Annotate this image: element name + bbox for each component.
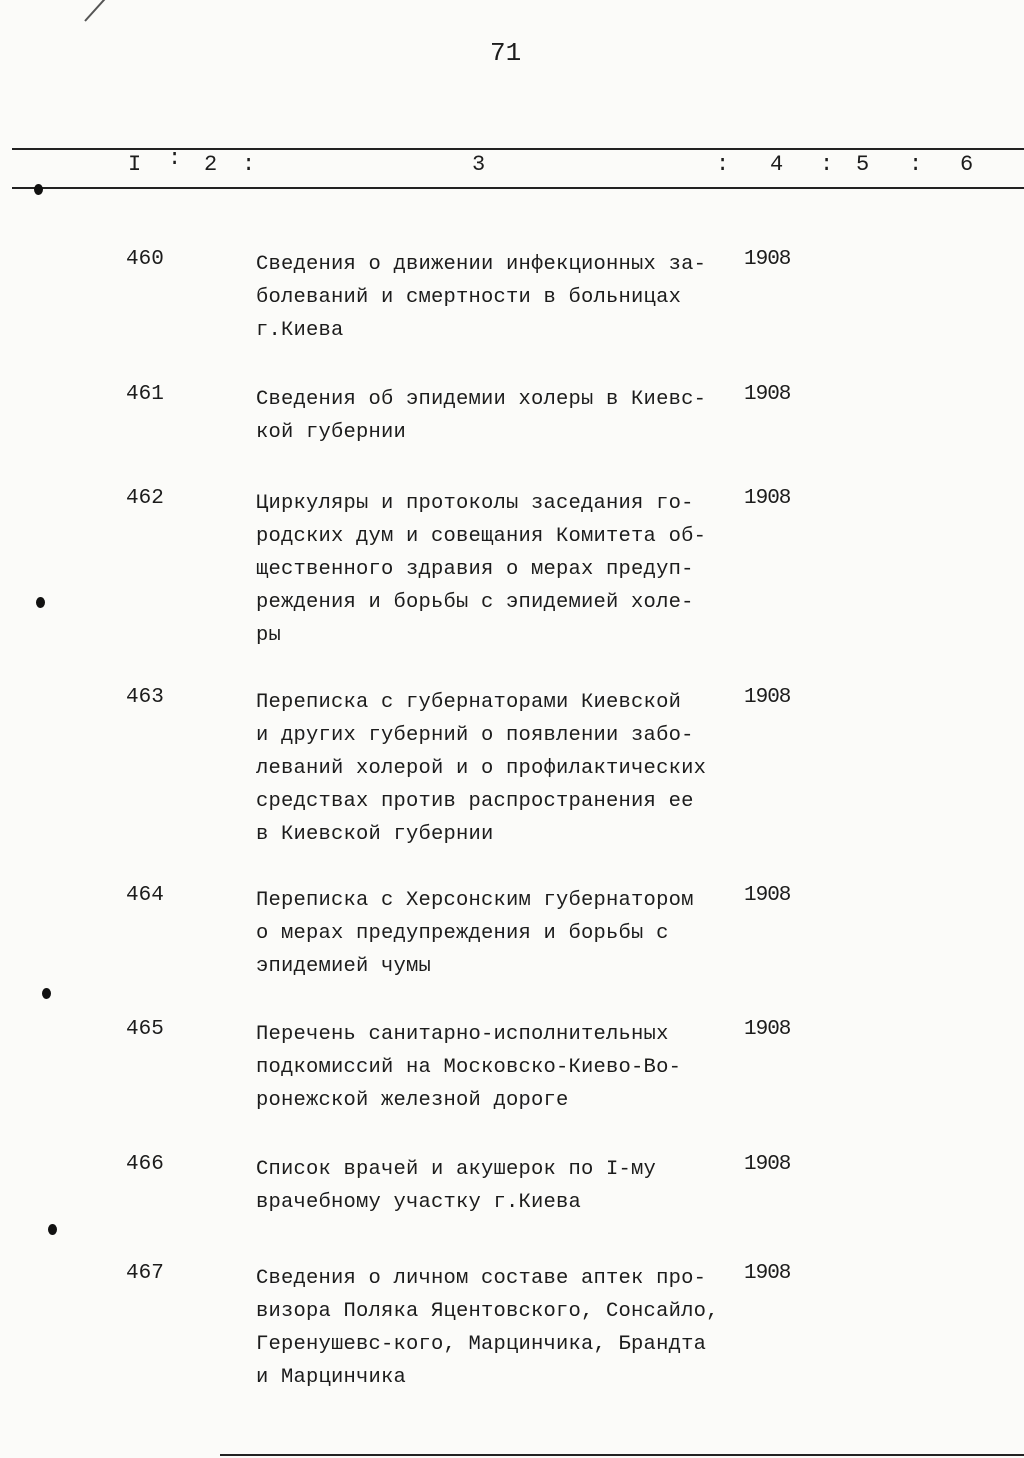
- bottom-rule: [220, 1454, 1024, 1456]
- entry-title: Сведения о движении инфекционных за- болеваний и смертности в больницах г.Киева: [256, 253, 707, 342]
- punch-mark: [42, 988, 51, 999]
- entry-number: 461: [126, 383, 164, 406]
- col-2: 2: [204, 152, 218, 177]
- entry-year: 1908: [744, 686, 791, 709]
- entry-year: 1908: [744, 1018, 791, 1041]
- entry-year: 1908: [744, 1153, 791, 1176]
- pen-mark: [84, 0, 146, 22]
- header-bottom-rule: [12, 187, 1024, 189]
- entry-number: 466: [126, 1153, 164, 1176]
- entry-number: 462: [126, 487, 164, 510]
- entry-title: Сведения об эпидемии холеры в Киевс- кой губернии: [256, 388, 707, 444]
- entry-number: 467: [126, 1262, 164, 1285]
- entry-number: 465: [126, 1018, 164, 1041]
- entry-title: Список врачей и акушерок по I-му врачебному участку г.Киева: [256, 1158, 657, 1214]
- entry-year: 1908: [744, 383, 791, 406]
- col-1: I: [128, 152, 142, 177]
- entry-title: Переписка с Херсонским губернатором о мерах предупреждения и борьбы с эпидемией чумы: [256, 889, 694, 978]
- entry-title: Сведения о личном составе аптек про- визора Поляка Яцентовского, Сонсайло, Геренушевс-кого, Марцинчика, Брандта и Марцинчика: [256, 1267, 719, 1389]
- entry-title: Циркуляры и протоколы заседания го- родских дум и совещания Комитета об- щественного здравия о мерах предуп- реждения и борьбы с эпидемией холе- ры: [256, 492, 707, 647]
- entry-year: 1908: [744, 487, 791, 510]
- header-top-rule: [12, 148, 1024, 150]
- col-sep: :: [909, 152, 923, 177]
- punch-mark: [34, 184, 43, 195]
- entry-number: 463: [126, 686, 164, 709]
- entry-number: 464: [126, 884, 164, 907]
- punch-mark: [48, 1224, 57, 1235]
- col-sep: :: [716, 152, 730, 177]
- col-sep: :: [242, 152, 256, 177]
- col-3: 3: [472, 152, 486, 177]
- col-sep: :: [168, 146, 182, 171]
- page-number: 71: [490, 38, 522, 68]
- entry-title: Перечень санитарно-исполнительных подкомиссий на Московско-Киево-Во- ронежской железной дороге: [256, 1023, 682, 1112]
- entry-title: Переписка с губернаторами Киевской и других губерний о появлении забо- леваний холерой и о профилактических средствах против распространения ее в Киевской губернии: [256, 691, 707, 846]
- col-6: 6: [960, 152, 974, 177]
- entry-year: 1908: [744, 248, 791, 271]
- punch-mark: [36, 597, 45, 608]
- entry-number: 460: [126, 248, 164, 271]
- entry-year: 1908: [744, 1262, 791, 1285]
- entry-year: 1908: [744, 884, 791, 907]
- col-5: 5: [856, 152, 870, 177]
- col-sep: :: [820, 152, 834, 177]
- col-4: 4: [770, 152, 784, 177]
